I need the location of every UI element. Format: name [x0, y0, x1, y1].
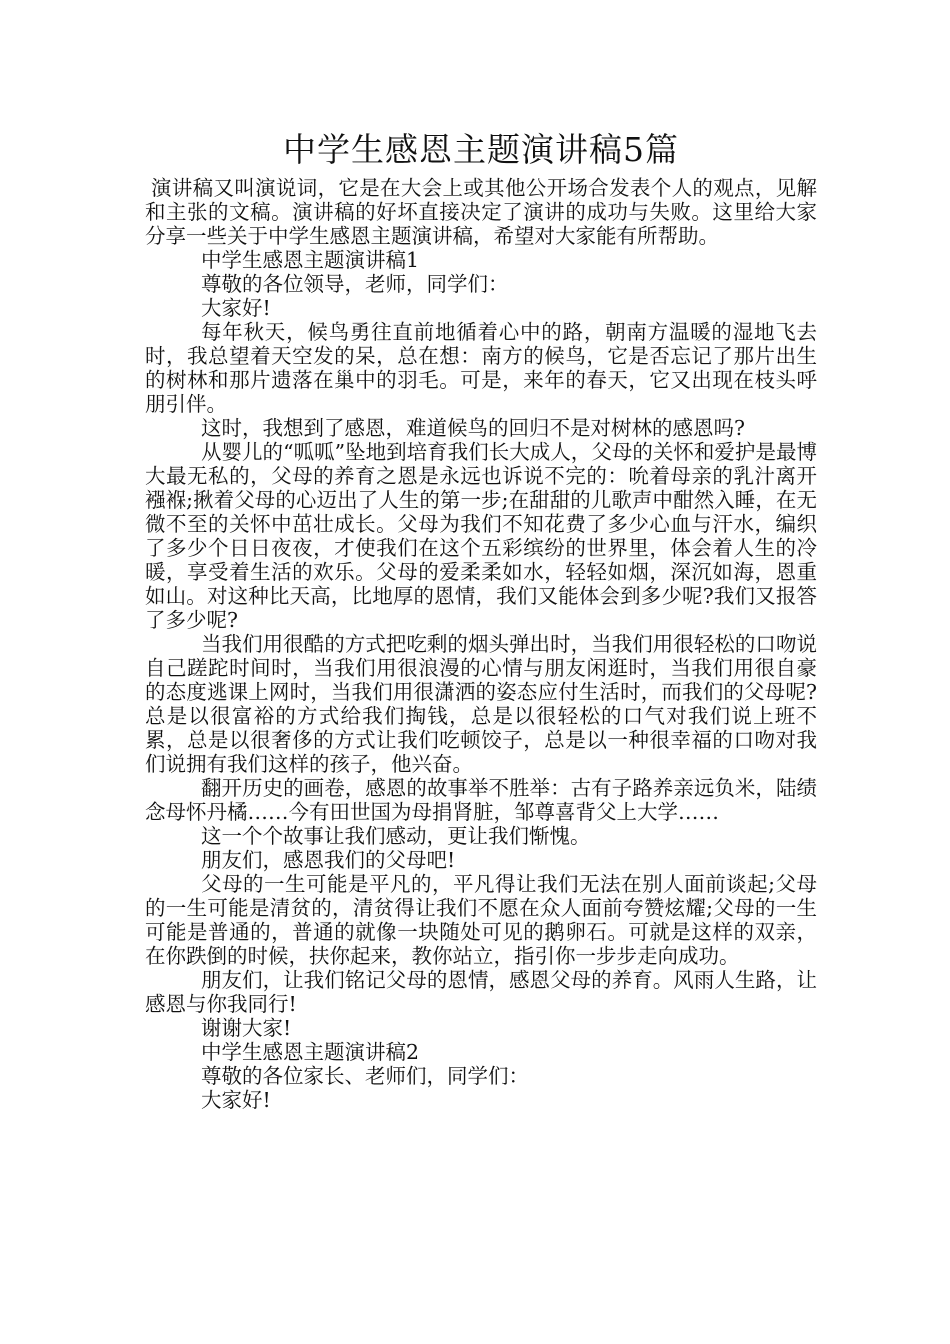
intro-paragraph: 演讲稿又叫演说词，它是在大会上或其他公开场合发表个人的观点，见解和主张的文稿。演讲稿的好坏直接决定了演讲的成功与失败。这里给大家分享一些关于中学生感恩主题演讲稿，希望对大家能有所帮助。	[145, 176, 817, 248]
greeting: 大家好!	[201, 296, 271, 320]
document-page	[145, 128, 817, 1112]
body-paragraph: 翻开历史的画卷，感恩的故事举不胜举：古有子路养亲远负米，陆绩念母怀丹橘……今有田世国为母捐肾脏，邹尊喜背父上大学……	[145, 776, 817, 824]
document-title: 中学生感恩主题演讲稿5篇	[283, 130, 679, 169]
closing: 谢谢大家!	[201, 1016, 292, 1040]
body-paragraph: 朋友们，感恩我们的父母吧!	[201, 848, 456, 872]
body-paragraph: 每年秋天，候鸟勇往直前地循着心中的路，朝南方温暖的湿地飞去时，我总望着天空发的呆，总在想：南方的候鸟，它是否忘记了那片出生的树林和那片遗落在巢中的羽毛。可是，来年的春天，它又出现在枝头呼朋引伴。	[145, 320, 817, 416]
section-heading-2: 中学生感恩主题演讲稿2	[201, 1040, 420, 1064]
body-paragraph: 当我们用很酷的方式把吃剩的烟头弹出时，当我们用很轻松的口吻说自己蹉跎时间时，当我们用很浪漫的心情与朋友闲逛时，当我们用很自豪的态度逃课上网时，当我们用很潇洒的姿态应付生活时，而我们的父母呢?总是以很富裕的方式给我们掏钱，总是以很轻松的口气对我们说上班不累，总是以很奢侈的方式让我们吃顿饺子，总是以一种很幸福的口吻对我们说拥有我们这样的孩子，他兴奋。	[145, 632, 817, 776]
body-paragraph: 朋友们，让我们铭记父母的恩情，感恩父母的养育。风雨人生路，让感恩与你我同行!	[145, 968, 817, 1016]
salutation: 尊敬的各位家长、老师们，同学们：	[201, 1064, 529, 1088]
greeting: 大家好!	[201, 1088, 271, 1112]
salutation: 尊敬的各位领导，老师，同学们：	[201, 272, 509, 296]
section-heading-1: 中学生感恩主题演讲稿1	[201, 248, 420, 272]
body-paragraph: 从婴儿的“呱呱”坠地到培育我们长大成人，父母的关怀和爱护是最博大最无私的，父母的养育之恩是永远也诉说不完的：吮着母亲的乳汁离开襁褓;揪着父母的心迈出了人生的第一步;在甜甜的儿歌声中酣然入睡，在无微不至的关怀中茁壮成长。父母为我们不知花费了多少心血与汗水，编织了多少个日日夜夜，才使我们在这个五彩缤纷的世界里，体会着人生的冷暖，享受着生活的欢乐。父母的爱柔柔如水，轻轻如烟，深沉如海，恩重如山。对这种比天高，比地厚的恩情，我们又能体会到多少呢?我们又报答了多少呢?	[145, 440, 817, 632]
body-paragraph: 这一个个故事让我们感动，更让我们惭愧。	[201, 824, 591, 848]
body-paragraph: 这时，我想到了感恩，难道候鸟的回归不是对树林的感恩吗?	[201, 416, 745, 440]
body-paragraph: 父母的一生可能是平凡的，平凡得让我们无法在别人面前谈起;父母的一生可能是清贫的，清贫得让我们不愿在众人面前夸赞炫耀;父母的一生可能是普通的，普通的就像一块随处可见的鹅卵石。可就是这样的双亲，在你跌倒的时候，扶你起来，教你站立，指引你一步步走向成功。	[145, 872, 817, 968]
